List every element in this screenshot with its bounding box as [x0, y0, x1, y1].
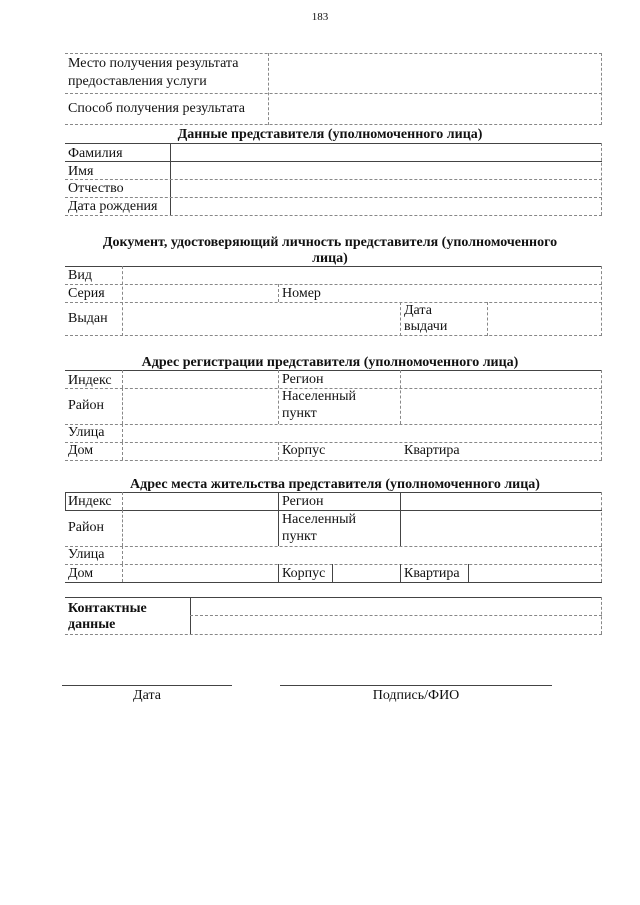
column-divider [122, 266, 123, 336]
column-divider [268, 53, 269, 125]
doc-series-label: Серия [68, 286, 105, 301]
res-index-label: Индекс [68, 494, 112, 509]
doc-issue-date-field[interactable] [489, 303, 600, 335]
place-label-line1: Место получения результата [68, 56, 239, 71]
column-divider [400, 492, 401, 546]
doc-issued-by-field[interactable] [124, 303, 398, 335]
residence-address-heading: Адрес места жительства представителя (уполномоченного лица) [130, 477, 540, 492]
column-divider [487, 302, 488, 336]
name-label: Имя [68, 164, 94, 179]
column-divider [278, 442, 279, 460]
res-building-label: Корпус [282, 566, 326, 581]
reg-locality-field[interactable] [402, 389, 600, 423]
reg-district-label: Район [68, 398, 104, 413]
reg-index-field[interactable] [124, 371, 276, 387]
reg-apartment-field[interactable] [470, 443, 600, 459]
res-district-field[interactable] [124, 511, 276, 545]
place-label-line2: предоставления услуги [68, 74, 207, 89]
column-divider [122, 442, 123, 460]
doc-issue-date-label-line1: Дата [404, 303, 432, 318]
contacts-label-line1: Контактные [68, 601, 147, 616]
doc-series-field[interactable] [124, 285, 276, 301]
representative-heading: Данные представителя (уполномоченного лица) [177, 127, 483, 142]
doc-number-label: Номер [282, 286, 321, 301]
patronymic-label: Отчество [68, 181, 124, 196]
surname-field[interactable] [172, 144, 600, 160]
doc-issued-by-label: Выдан [68, 311, 108, 326]
reg-region-field[interactable] [402, 371, 600, 387]
table-border [65, 215, 602, 216]
column-divider [122, 370, 123, 388]
reg-region-label: Регион [282, 372, 324, 387]
contacts-label-line2: данные [68, 617, 116, 632]
table-border [601, 266, 602, 336]
res-house-label: Дом [68, 566, 94, 581]
birth-date-label: Дата рождения [68, 199, 158, 214]
res-region-field[interactable] [402, 493, 600, 509]
reg-house-field[interactable] [124, 443, 276, 459]
reg-street-label: Улица [68, 425, 105, 440]
row-divider [65, 124, 602, 125]
res-locality-label-line2: пункт [282, 529, 317, 544]
column-divider [122, 492, 123, 510]
row-divider [190, 615, 602, 616]
table-border [601, 53, 602, 125]
birth-date-field[interactable] [172, 198, 600, 214]
reg-locality-label-line2: пункт [282, 406, 317, 421]
id-document-heading-line2: лица) [312, 251, 348, 266]
res-region-label: Регион [282, 494, 324, 509]
date-caption: Дата [133, 688, 161, 703]
doc-type-field[interactable] [124, 267, 600, 283]
table-border [65, 582, 602, 583]
column-divider [468, 564, 469, 582]
place-value-field[interactable] [270, 55, 600, 93]
reg-street-field[interactable] [124, 425, 600, 441]
column-divider [122, 564, 123, 582]
reg-building-field[interactable] [332, 443, 398, 459]
res-house-field[interactable] [124, 565, 276, 581]
reg-locality-label-line1: Населенный [282, 389, 357, 404]
column-divider [122, 546, 123, 564]
page-number: 183 [311, 11, 329, 23]
doc-type-label: Вид [68, 268, 92, 283]
name-field[interactable] [172, 162, 600, 178]
column-divider [278, 492, 279, 546]
res-locality-label-line1: Населенный [282, 512, 357, 527]
column-divider [278, 284, 279, 302]
table-border [65, 335, 602, 336]
reg-district-field[interactable] [124, 389, 276, 423]
signature-line[interactable] [280, 685, 552, 686]
column-divider [122, 388, 123, 424]
column-divider [122, 510, 123, 546]
doc-number-field[interactable] [330, 285, 600, 301]
res-building-field[interactable] [334, 565, 398, 581]
reg-index-label: Индекс [68, 373, 112, 388]
table-border [65, 53, 602, 54]
column-divider [400, 564, 401, 582]
surname-label: Фамилия [68, 146, 123, 161]
table-border [65, 460, 602, 461]
res-district-label: Район [68, 520, 104, 535]
signature-caption: Подпись/ФИО [372, 688, 460, 703]
column-divider [332, 564, 333, 582]
date-line[interactable] [62, 685, 232, 686]
table-border [601, 370, 602, 460]
row-divider [65, 93, 602, 94]
registration-address-heading: Адрес регистрации представителя (уполномоченного лица) [141, 355, 519, 370]
res-street-label: Улица [68, 547, 105, 562]
table-border [65, 634, 602, 635]
doc-issue-date-label-line2: выдачи [404, 319, 448, 334]
res-locality-field[interactable] [402, 511, 600, 545]
res-index-field[interactable] [124, 493, 276, 509]
column-divider [400, 302, 401, 336]
id-document-heading-line1: Документ, удостоверяющий личность представителя (уполномоченного [102, 235, 558, 250]
method-label: Способ получения результата [68, 101, 245, 116]
res-apartment-label: Квартира [404, 566, 460, 581]
column-divider [278, 370, 279, 424]
res-apartment-field[interactable] [470, 565, 600, 581]
column-divider [278, 564, 279, 582]
method-value-field[interactable] [270, 95, 600, 123]
reg-apartment-label: Квартира [404, 443, 460, 458]
patronymic-field[interactable] [172, 180, 600, 196]
reg-building-label: Корпус [282, 443, 326, 458]
reg-house-label: Дом [68, 443, 94, 458]
column-divider [400, 370, 401, 424]
table-border [65, 492, 66, 510]
column-divider [122, 424, 123, 442]
table-border [601, 492, 602, 582]
res-street-field[interactable] [124, 547, 600, 563]
